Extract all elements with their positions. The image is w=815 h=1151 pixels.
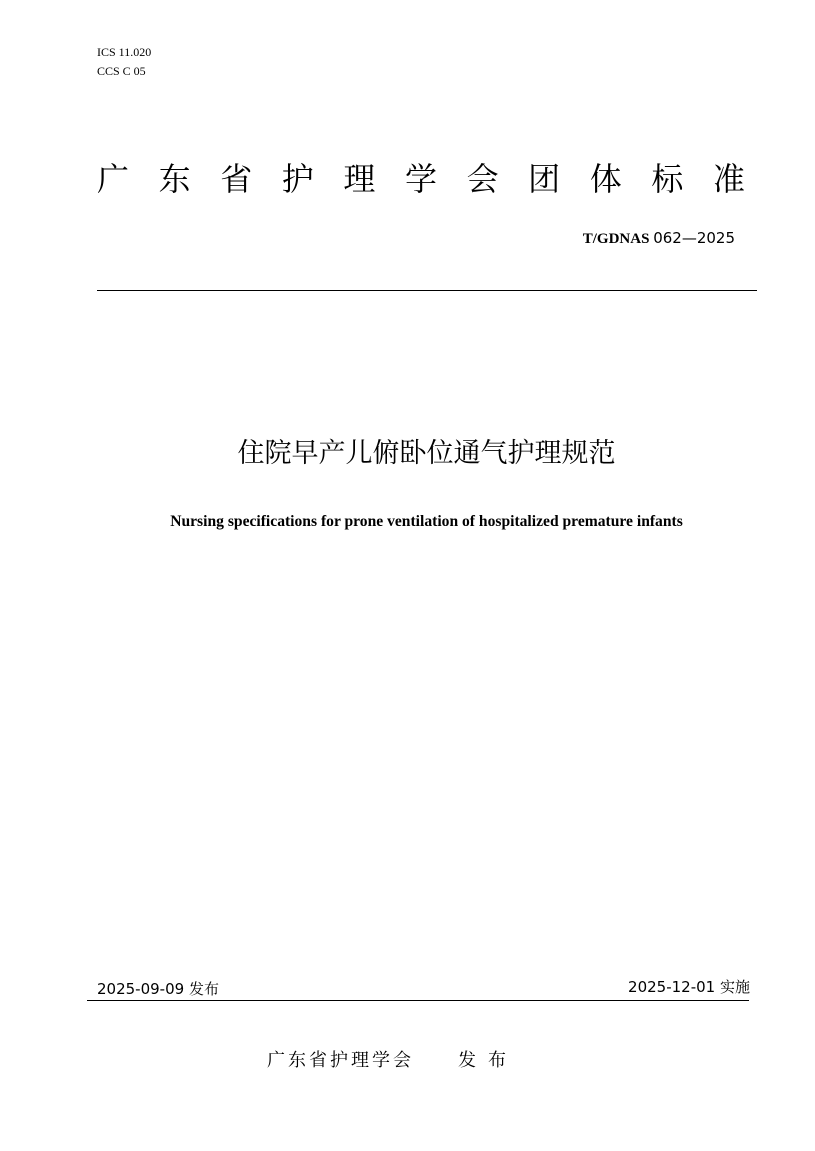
standard-number: [583, 228, 735, 249]
header-divider: [97, 290, 757, 291]
title-char: 理: [343, 160, 376, 198]
implementation-date: 2025-12-01 实施: [628, 978, 750, 996]
title-char: 团: [528, 160, 561, 198]
ics-code: ICS 11.020: [97, 45, 152, 59]
title-char: 东: [158, 160, 191, 198]
publisher-name: 广东省护理学会: [267, 1050, 414, 1071]
title-char: 准: [712, 160, 745, 198]
classification-codes: [97, 43, 151, 81]
document-title-english: Nursing specifications for prone ventilation of hospitalized premature infants: [170, 513, 683, 530]
title-char: 标: [651, 160, 684, 198]
title-char: 会: [466, 160, 499, 198]
publisher-line: [267, 1048, 518, 1074]
title-char: 广: [97, 160, 130, 198]
document-title-chinese: 住院早产儿俯卧位通气护理规范: [237, 438, 616, 469]
ccs-code: CCS C 05: [97, 64, 146, 78]
title-char: 学: [404, 160, 437, 198]
standard-number-code: 062—2025: [653, 229, 735, 247]
organization-standard-title: [97, 158, 745, 200]
issue-date: 2025-09-09 发布: [97, 980, 219, 998]
title-char: 省: [220, 160, 253, 198]
title-char: 体: [589, 160, 622, 198]
standard-number-prefix: T/GDNAS: [582, 231, 650, 247]
footer-divider: [87, 1000, 749, 1001]
publish-label: 发布: [458, 1050, 518, 1071]
title-char: 护: [281, 160, 314, 198]
